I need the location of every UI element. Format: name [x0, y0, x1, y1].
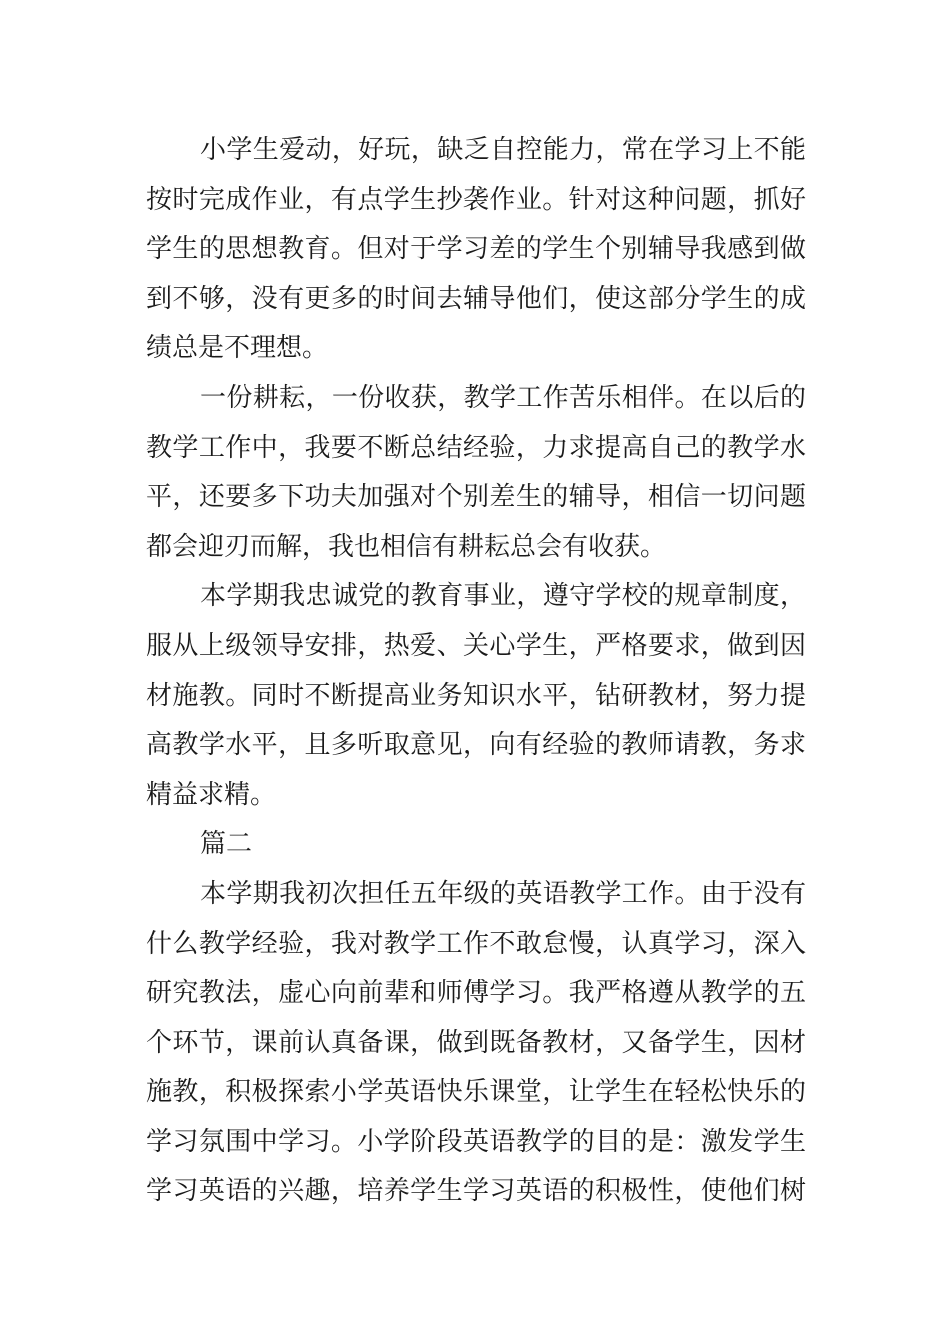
paragraph-1-line-1: 小学生爱动，好玩，缺乏自控能力，常在学习上不能: [200, 135, 806, 165]
paragraph-1-line-2: 按时完成作业，有点学生抄袭作业。针对这种问题，抓好: [146, 184, 806, 215]
paragraph-1-line-5: 绩总是不理想。: [146, 333, 329, 364]
paragraph-4-line-7: 学习英语的兴趣，培养学生学习英语的积极性，使他们树: [146, 1176, 806, 1207]
paragraph-1-line-3: 学生的思想教育。但对于学习差的学生个别辅导我感到做: [146, 234, 806, 265]
paragraph-4-line-1: 本学期我初次担任五年级的英语教学工作。由于没有: [200, 878, 806, 909]
paragraph-4-line-4: 个环节，课前认真备课，做到既备教材，又备学生，因材: [146, 1027, 806, 1058]
paragraph-2-line-4: 都会迎刃而解，我也相信有耕耘总会有收获。: [146, 531, 667, 562]
paragraph-4-line-3: 研究教法，虚心向前辈和师傅学习。我严格遵从教学的五: [146, 978, 806, 1009]
paragraph-2-line-1: 一份耕耘，一份收获，教学工作苦乐相伴。在以后的: [200, 382, 806, 413]
paragraph-4-line-2: 什么教学经验，我对教学工作不敢怠慢，认真学习，深入: [146, 928, 806, 959]
paragraph-3-line-2: 服从上级领导安排，热爱、关心学生，严格要求，做到因: [146, 630, 806, 661]
paragraph-4-line-6: 学习氛围中学习。小学阶段英语教学的目的是：激发学生: [146, 1126, 806, 1157]
paragraph-3-line-4: 高教学水平，且多听取意见，向有经验的教师请教，务求: [146, 730, 806, 761]
paragraph-2-line-3: 平，还要多下功夫加强对个别差生的辅导，相信一切问题: [146, 482, 806, 513]
document-body: [146, 126, 806, 1217]
paragraph-3-line-5: 精益求精。: [146, 779, 277, 810]
paragraph-1-line-4: 到不够，没有更多的时间去辅导他们，使这部分学生的成: [146, 283, 806, 314]
paragraph-2-line-2: 教学工作中，我要不断总结经验，力求提高自己的教学水: [146, 432, 806, 463]
paragraph-4-line-5: 施教，积极探索小学英语快乐课堂，让学生在轻松快乐的: [146, 1077, 806, 1108]
paragraph-3-line-3: 材施教。同时不断提高业务知识水平，钻研教材，努力提: [146, 680, 806, 711]
paragraph-3-line-1: 本学期我忠诚党的教育事业，遵守学校的规章制度，: [200, 581, 806, 612]
section-heading: 篇二: [200, 829, 253, 860]
